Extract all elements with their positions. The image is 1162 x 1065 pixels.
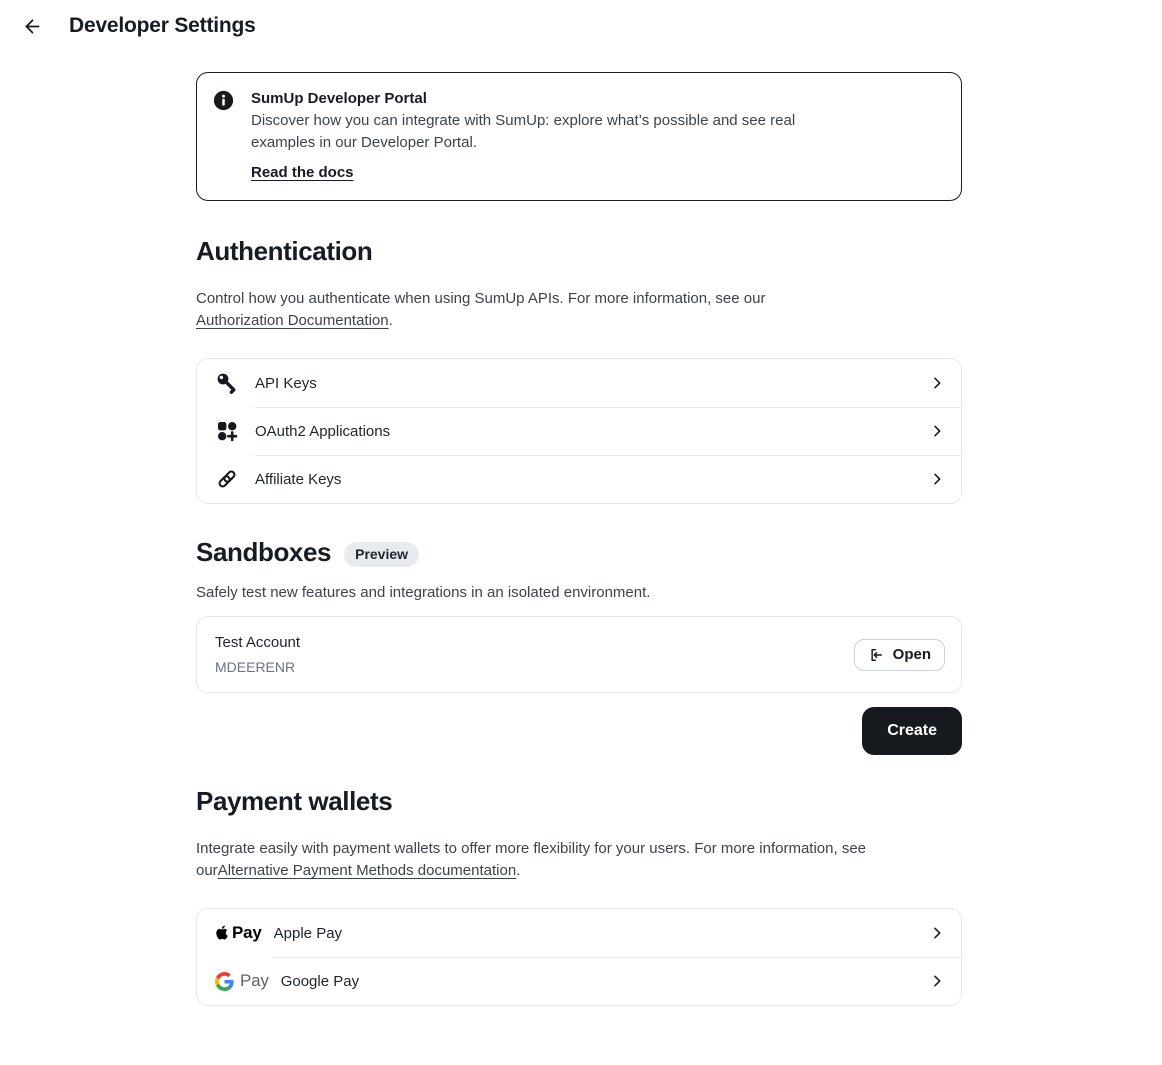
arrow-left-icon [22, 16, 43, 37]
chevron-right-icon [929, 973, 945, 989]
google-pay-wordmark: Pay [240, 971, 269, 990]
test-account-name: Test Account [215, 634, 301, 651]
link-icon [215, 467, 239, 491]
wallets-desc-text: Integrate easily with payment wallets to offer more flexibility for your users. For more information, see our [196, 840, 866, 879]
auth-desc-text: Control how you authenticate when using SumUp APIs. For more information, see our [196, 290, 766, 307]
authentication-list [196, 358, 962, 504]
apple-pay-wordmark: Pay [232, 923, 262, 942]
developer-portal-banner [196, 72, 962, 201]
open-sandbox-button[interactable] [854, 639, 945, 671]
alternative-payment-methods-link[interactable]: Alternative Payment Methods documentation [217, 862, 517, 879]
chevron-right-icon [929, 471, 945, 487]
sandboxes-description: Safely test new features and integrations in an isolated environment. [196, 584, 651, 601]
banner-text-block [251, 88, 861, 184]
test-account-id: MDEERENR [215, 659, 296, 675]
google-pay-row[interactable] [197, 957, 961, 1005]
api-keys-row[interactable] [197, 359, 961, 407]
chevron-right-icon [929, 925, 945, 941]
auth-desc-period: . [388, 312, 393, 329]
main-content [196, 72, 962, 1046]
sandboxes-heading: Sandboxes [196, 537, 332, 567]
affiliate-keys-row[interactable] [197, 455, 961, 503]
read-the-docs-link[interactable]: Read the docs [251, 164, 354, 181]
payment-wallets-heading: Payment wallets [196, 786, 393, 816]
open-enter-icon [868, 647, 884, 663]
create-button-row [196, 707, 962, 755]
test-account-info [215, 632, 300, 677]
banner-body: Discover how you can integrate with SumUp: explore what’s possible and see real examples in our Developer Portal. [251, 112, 796, 151]
oauth2-applications-row[interactable] [197, 407, 961, 455]
open-button-label: Open [892, 646, 931, 663]
test-account-card [196, 616, 962, 693]
preview-badge: Preview [344, 542, 419, 567]
back-button[interactable] [18, 12, 46, 40]
apple-pay-row[interactable] [197, 909, 961, 957]
banner-title: SumUp Developer Portal [251, 90, 427, 107]
oauth2-applications-label: OAuth2 Applications [255, 422, 391, 440]
page-title: Developer Settings [69, 14, 256, 37]
wallets-desc-period: . [516, 862, 521, 879]
apple-pay-logo [215, 923, 262, 943]
oauth-apps-icon [215, 419, 239, 443]
chevron-right-icon [929, 375, 945, 391]
authentication-heading: Authentication [196, 236, 373, 266]
google-pay-label: Google Pay [280, 972, 360, 990]
key-icon [215, 371, 239, 395]
info-icon [213, 90, 234, 116]
chevron-right-icon [929, 423, 945, 439]
api-keys-label: API Keys [255, 374, 317, 392]
payment-wallets-description [196, 838, 946, 882]
create-sandbox-button[interactable]: Create [862, 707, 962, 755]
google-pay-logo [215, 971, 269, 991]
authorization-documentation-link[interactable]: Authorization Documentation [196, 312, 389, 329]
page-header [18, 12, 256, 40]
sandboxes-heading-row [196, 536, 962, 568]
affiliate-keys-label: Affiliate Keys [255, 470, 342, 488]
payment-wallets-list [196, 908, 962, 1006]
apple-pay-label: Apple Pay [273, 924, 343, 942]
authentication-description [196, 288, 836, 332]
